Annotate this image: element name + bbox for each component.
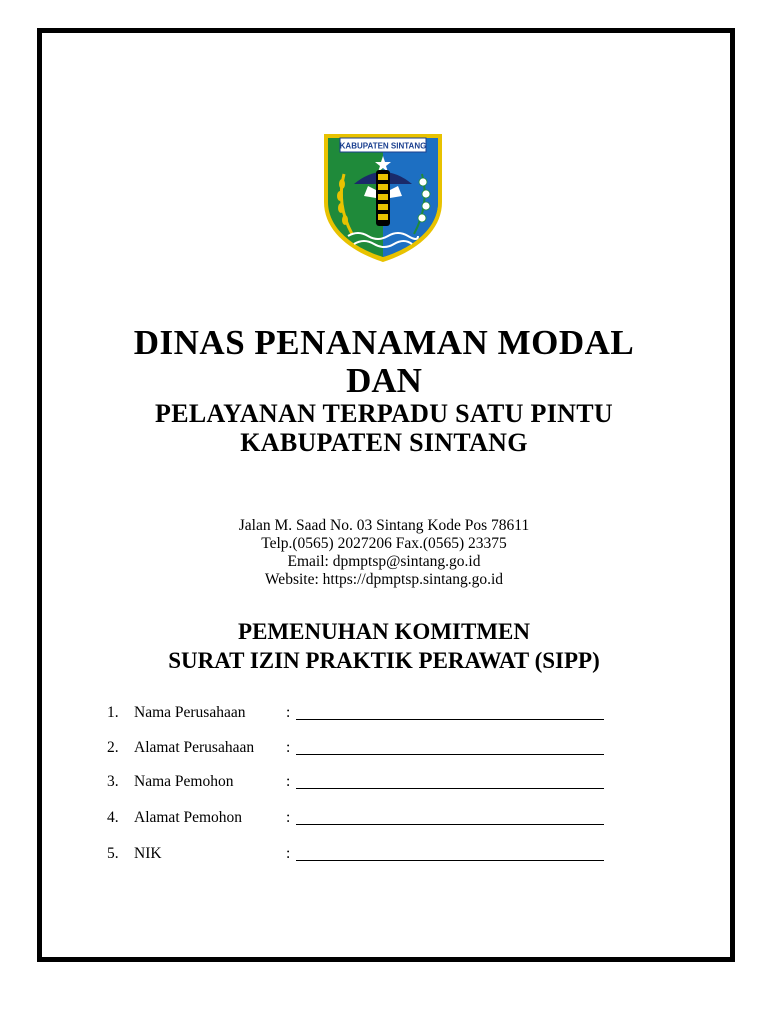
field-number: 5. (107, 845, 119, 862)
agency-title-line-3: PELAYANAN TERPADU SATU PINTU (155, 399, 613, 428)
field-colon: : (286, 773, 291, 790)
field-number: 2. (107, 739, 119, 756)
form-field-company-address (107, 738, 607, 758)
field-colon: : (286, 704, 291, 721)
document-subject-line-1: PEMENUHAN KOMITMEN (238, 619, 530, 644)
field-number: 3. (107, 773, 119, 790)
fill-in-line[interactable] (296, 719, 604, 720)
field-label: Alamat Pemohon (134, 809, 243, 826)
field-label: Nama Pemohon (134, 773, 234, 790)
contact-phone: Telp.(0565) 2027206 Fax.(0565) 23375 (261, 535, 507, 552)
agency-title-line-4: KABUPATEN SINTANG (240, 428, 528, 457)
kabupaten-sintang-emblem-icon (318, 124, 448, 264)
form-field-company-name (107, 703, 607, 723)
fill-in-line[interactable] (296, 754, 604, 755)
field-label: Alamat Perusahaan (134, 739, 255, 756)
field-number: 1. (107, 704, 119, 721)
field-label: Nama Perusahaan (134, 704, 246, 721)
emblem-banner-text: KABUPATEN SINTANG (339, 141, 427, 151)
form-field-applicant-address (107, 808, 607, 828)
form-field-nik (107, 844, 607, 864)
field-colon: : (286, 845, 291, 862)
contact-address: Jalan M. Saad No. 03 Sintang Kode Pos 78611 (238, 517, 530, 534)
document-subject-line-2: SURAT IZIN PRAKTIK PERAWAT (SIPP) (168, 648, 600, 673)
agency-title-line-1: DINAS PENANAMAN MODAL (133, 323, 635, 362)
field-number: 4. (107, 809, 119, 826)
agency-title-line-2: DAN (346, 361, 422, 400)
fill-in-line[interactable] (296, 824, 604, 825)
fill-in-line[interactable] (296, 788, 604, 789)
field-label: NIK (134, 845, 162, 862)
contact-website: Website: https://dpmptsp.sintang.go.id (264, 571, 504, 588)
form-field-applicant-name (107, 772, 607, 792)
field-colon: : (286, 809, 291, 826)
fill-in-line[interactable] (296, 860, 604, 861)
field-colon: : (286, 739, 291, 756)
contact-email: Email: dpmptsp@sintang.go.id (287, 553, 481, 570)
